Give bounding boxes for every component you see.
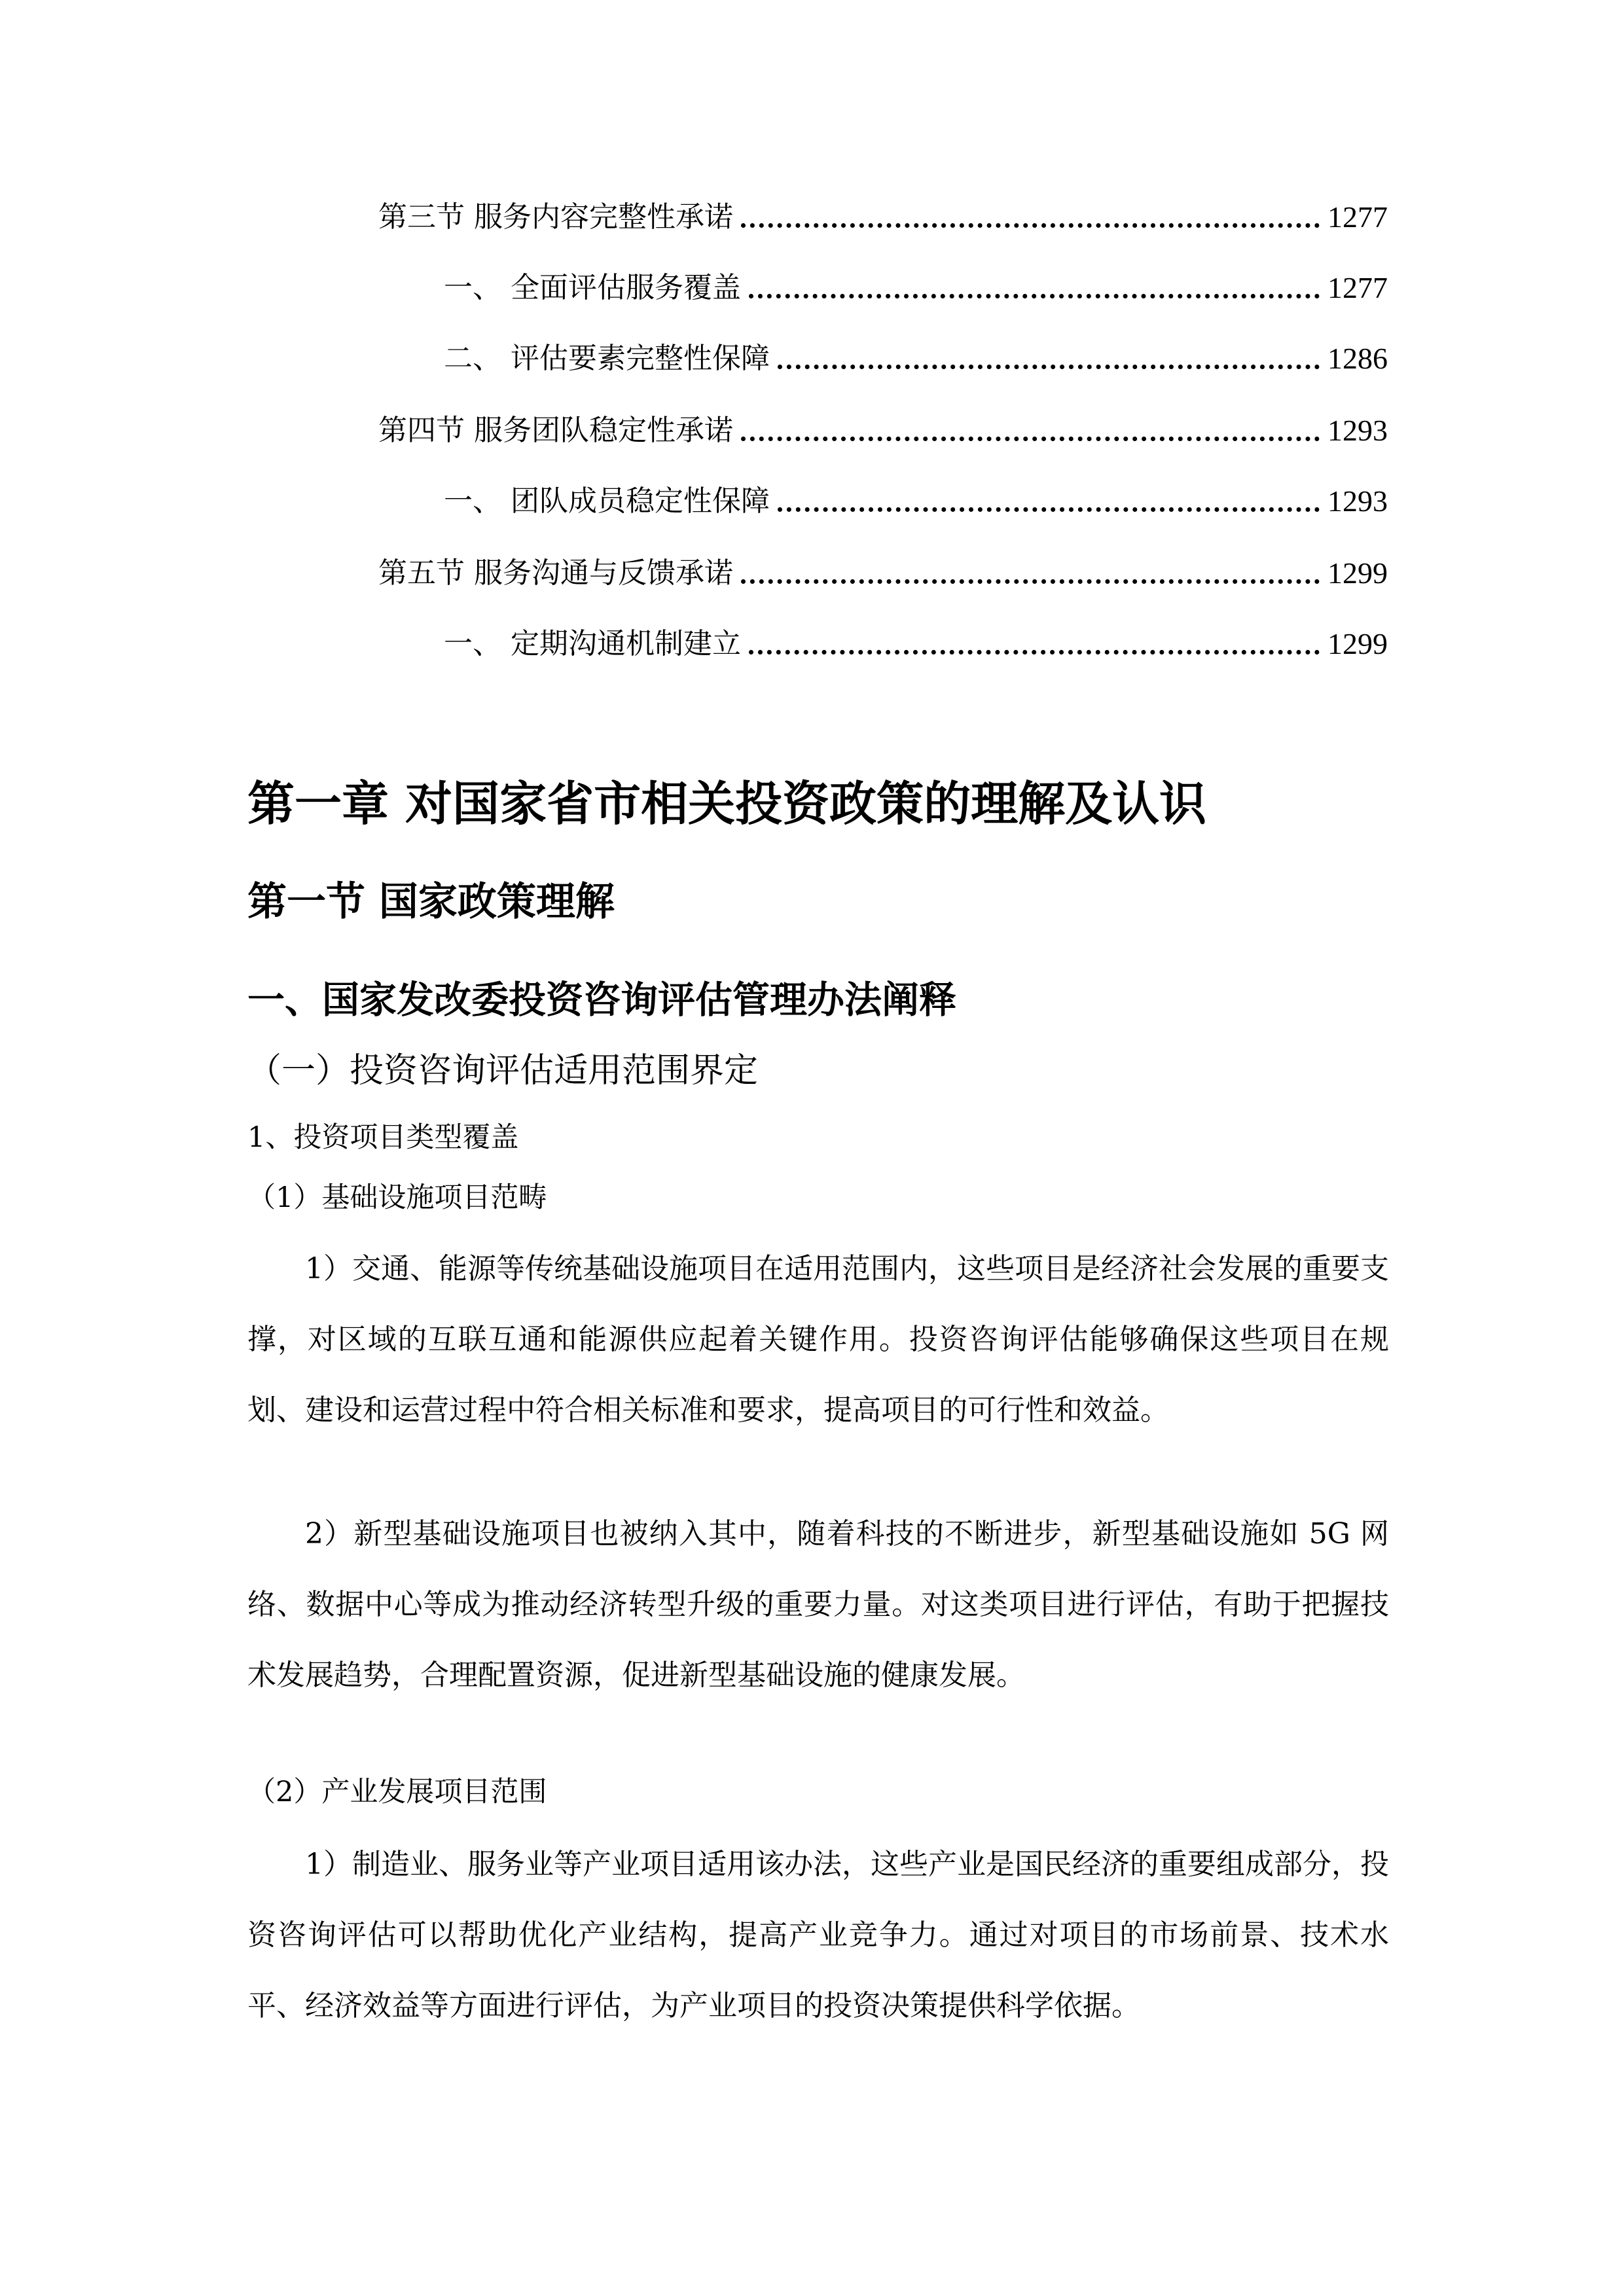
toc-entry-title: 一、 定期沟通机制建立 [444,627,741,660]
toc-entry[interactable] [378,546,1388,593]
toc-leader-dots [749,294,1320,298]
toc-entry-page: 1277 [1327,271,1388,304]
toc-entry-page: 1299 [1327,627,1388,660]
toc-leader-dots [778,507,1320,512]
toc-entry-page: 1277 [1327,200,1388,234]
toc-entry[interactable] [378,403,1388,450]
section-title: 第一节 国家政策理解 [247,879,615,925]
toc-entry-title: 第四节 服务团队稳定性承诺 [378,414,733,447]
category-heading: （2）产业发展项目范围 [247,1776,547,1808]
category-heading: （1）基础设施项目范畴 [247,1181,547,1214]
chapter-title: 第一章 对国家省市相关投资政策的理解及认识 [247,776,1207,831]
body-paragraph: 1）制造业、服务业等产业项目适用该办法，这些产业是国民经济的重要组成部分，投资咨询评估可以帮助优化产业结构，提高产业竞争力。通过对项目的市场前景、技术水平、经济效益等方面进行评估，为产业项目的投资决策提供科学依据。 [247,1848,1389,2022]
toc-entry[interactable] [378,474,1388,521]
toc-entry-page: 1299 [1327,556,1388,590]
toc-entry[interactable] [378,331,1388,378]
toc-entry-title: 第五节 服务沟通与反馈承诺 [378,556,733,590]
toc-entry-title: 二、 评估要素完整性保障 [444,342,770,375]
toc-entry[interactable] [378,617,1388,664]
toc-leader-dots [741,223,1320,228]
toc-entry-page: 1293 [1327,484,1388,518]
toc-entry-page: 1286 [1327,342,1388,375]
toc-entry-title: 一、 团队成员稳定性保障 [444,484,770,518]
sub-subsection-title: （一）投资咨询评估适用范围界定 [247,1051,759,1090]
body-paragraph: 2）新型基础设施项目也被纳入其中，随着科技的不断进步，新型基础设施如 5G 网络、数据中心等成为推动经济转型升级的重要力量。对这类项目进行评估，有助于把握技术发展趋势，合理配置资源，促进新型基础设施的健康发展。 [247,1517,1389,1692]
toc-leader-dots [778,365,1320,369]
toc-entry[interactable] [378,190,1388,237]
subsection-title: 一、国家发改委投资咨询评估管理办法阐释 [247,978,956,1022]
toc-entry-title: 第三节 服务内容完整性承诺 [378,200,733,234]
toc-entry[interactable] [378,260,1388,308]
toc-entry-page: 1293 [1327,414,1388,447]
toc-leader-dots [741,579,1320,584]
item-heading: 1、投资项目类型覆盖 [247,1121,519,1154]
body-paragraph: 1）交通、能源等传统基础设施项目在适用范围内，这些项目是经济社会发展的重要支撑，对区域的互联互通和能源供应起着关键作用。投资咨询评估能够确保这些项目在规划、建设和运营过程中符合相关标准和要求，提高项目的可行性和效益。 [247,1252,1389,1427]
toc-leader-dots [749,650,1320,655]
toc-entry-title: 一、 全面评估服务覆盖 [444,271,741,304]
toc-leader-dots [741,437,1320,441]
